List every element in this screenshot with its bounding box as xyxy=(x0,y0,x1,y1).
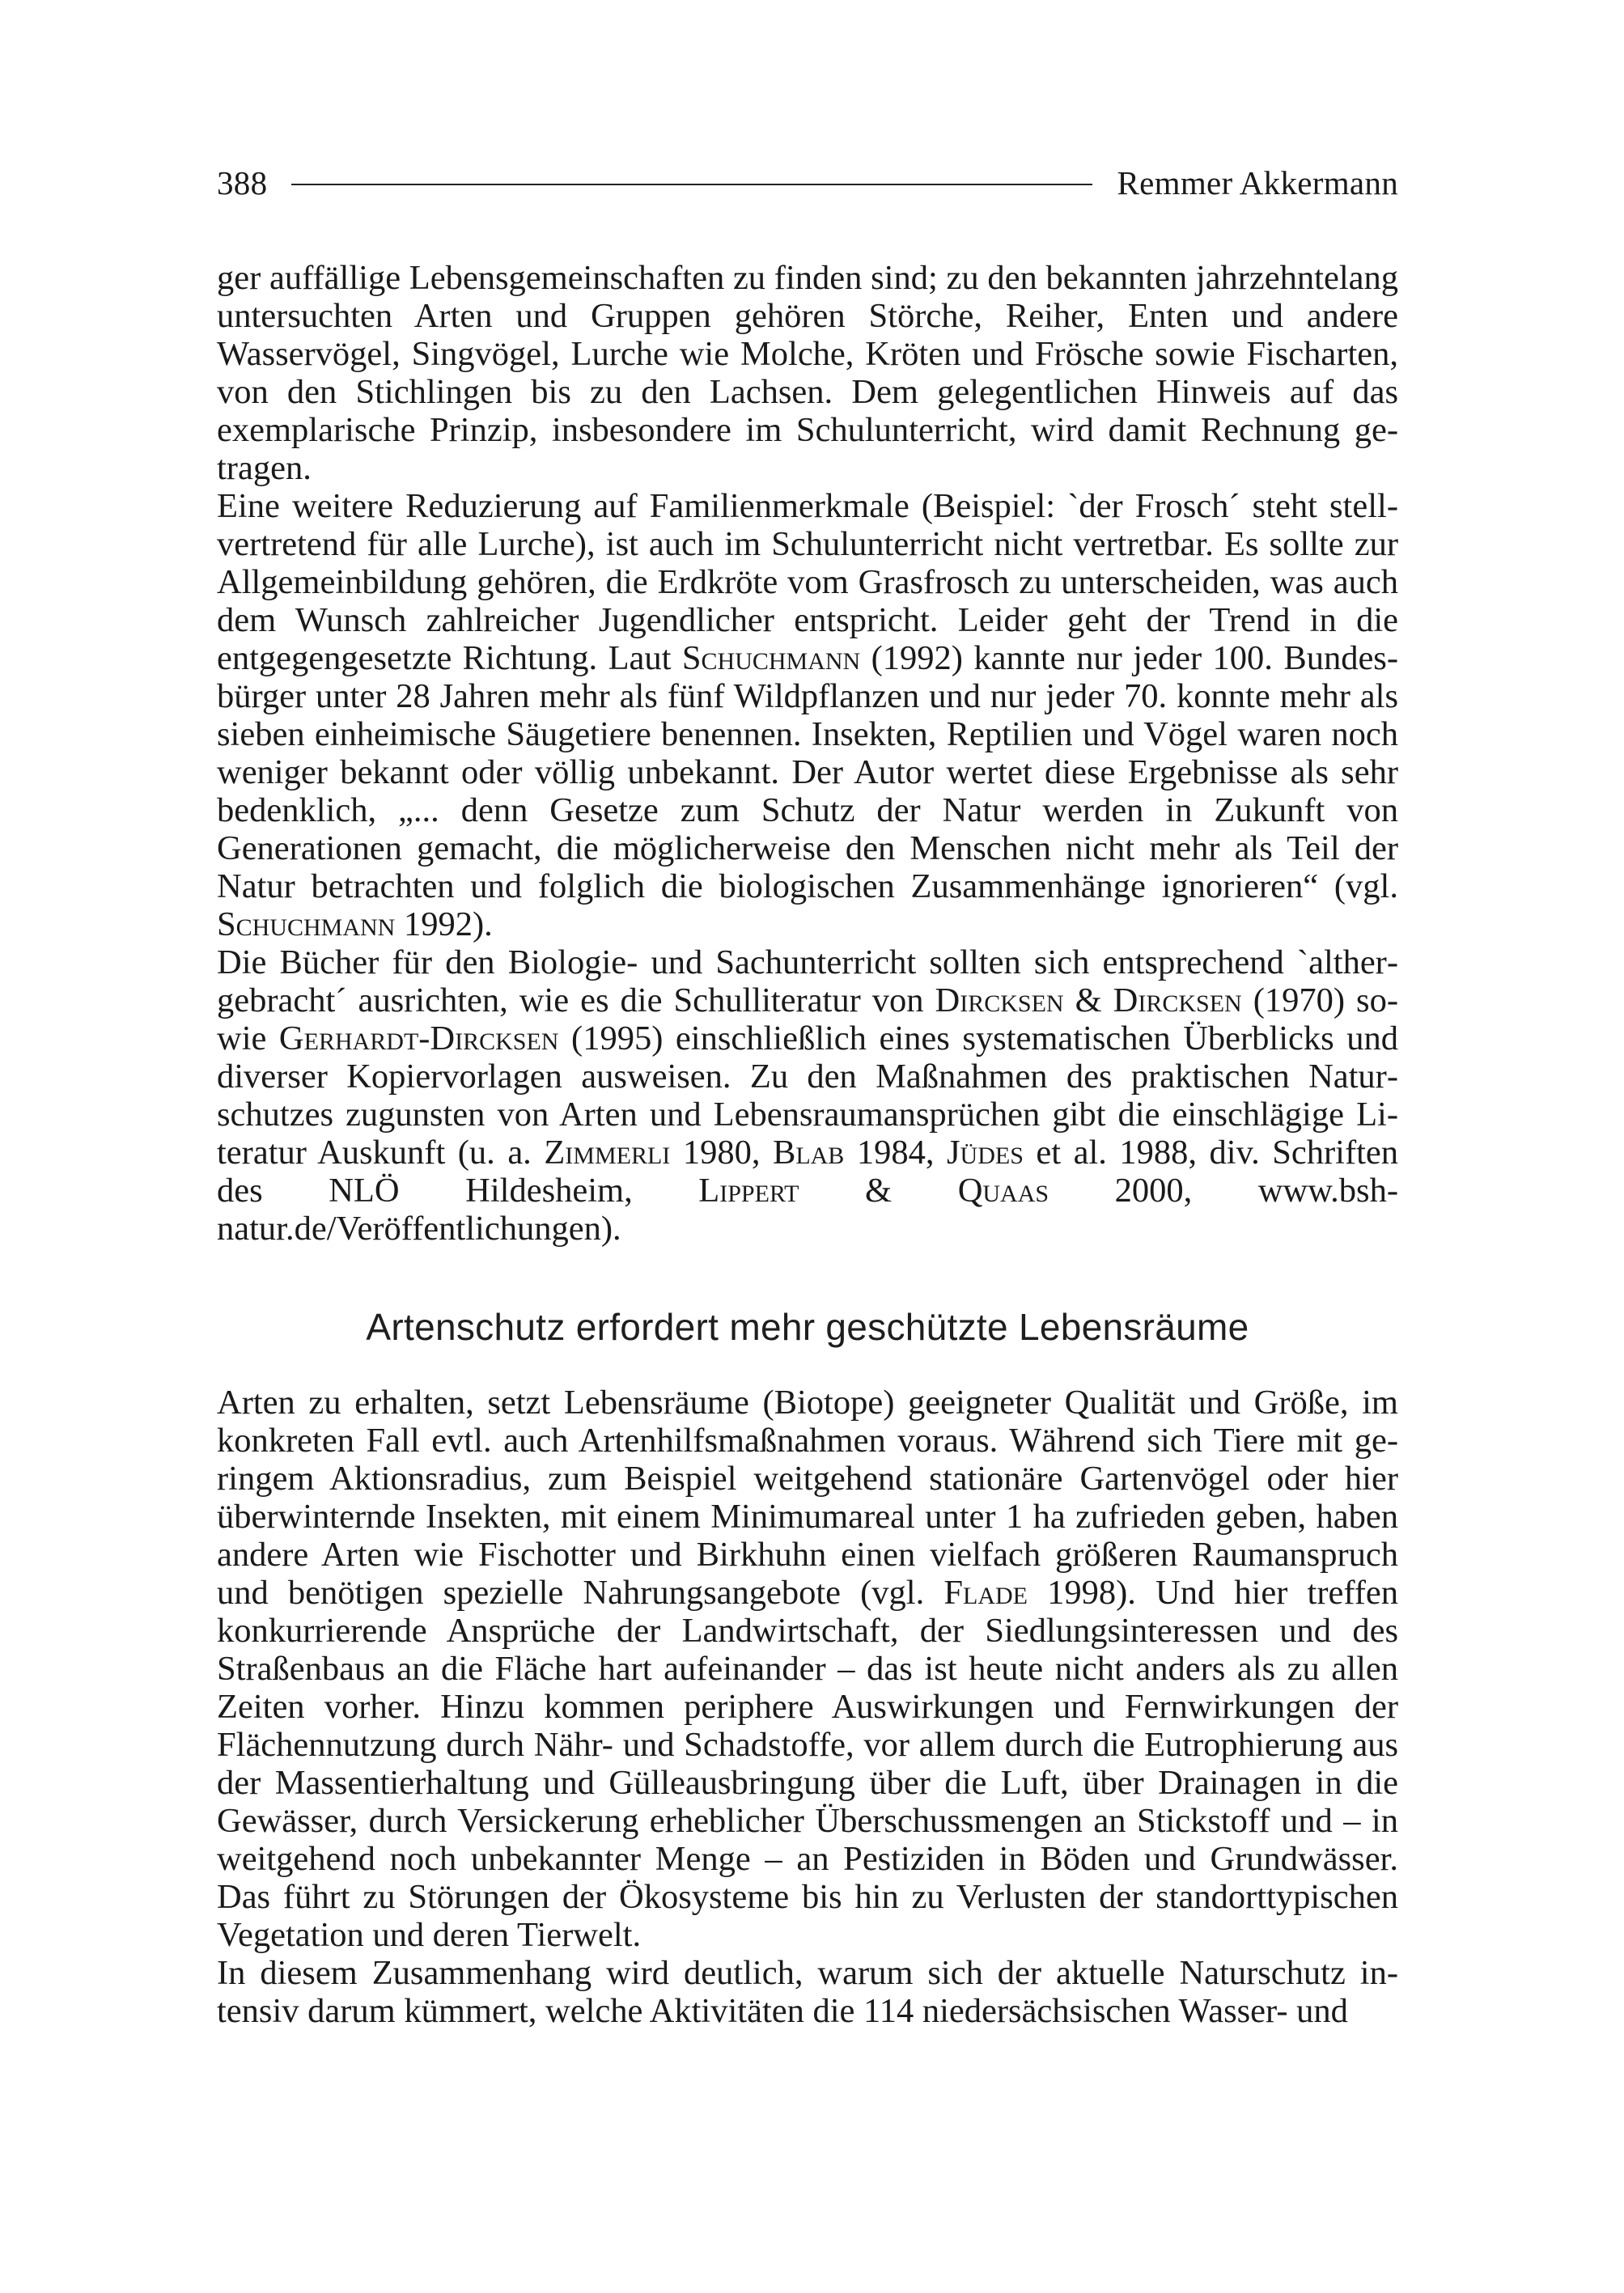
text-run: ger auffällige Lebensgemeinschaften zu finden sind; zu den bekannten jahrzehntelang untersuchten Arten und Gruppen gehören Störche, Reiher, Enten und andere Wasservögel, Singvögel, Lurche wie Molche, Kröten und Frösche sowie Fischarten, von den Stichlingen bis zu den Lachsen. Dem gelegentlichen Hinweis auf das exemplarische Prinzip, insbesondere im Schulunterricht, wird damit Rechnung getragen. xyxy=(217,259,1398,487)
text-run: 1984, xyxy=(844,1134,947,1172)
cited-author: Zimmerli xyxy=(544,1134,671,1172)
text-run: & xyxy=(799,1172,958,1210)
text-run: et al. 1988, div. Schriften des NLÖ Hildesheim, xyxy=(217,1134,1399,1210)
paragraph xyxy=(217,259,1398,487)
cited-author: Quaas xyxy=(957,1172,1049,1210)
text-run: 2000, www.bsh-natur.de/Veröffentlichungen). xyxy=(217,1172,1398,1248)
text-run: (1992) kannte nur jeder 100. Bundesbürger unter 28 Jahren mehr als fünf Wildpflanzen und nur jeder 70. konnte mehr als sieben einheimische Säugetiere benennen. Insekten, Reptilien und Vögel waren noch weniger bekannt oder völlig unbekannt. Der Autor wertet diese Ergebnisse als sehr bedenklich, „... denn Gesetze zum Schutz der Natur werden in Zukunft von Generationen gemacht, die möglicherweise den Menschen nicht mehr als Teil der Natur betrachten und folglich die biologischen Zusammenhänge ignorieren“ (vgl. xyxy=(217,639,1399,905)
cited-author: Schuchmann xyxy=(681,639,861,677)
paragraph xyxy=(217,943,1398,1248)
text-run: Arten zu erhalten, setzt Lebensräume (Biotope) geeigneter Qualität und Größe, im konkreten Fall evtl. auch Artenhilfsmaßnahmen voraus. Während sich Tiere mit geringem Aktionsradius, zum Beispiel weitgehend stationäre Gartenvögel oder hier überwinternde Insekten, mit einem Minimumareal unter 1 ha zufrieden geben, haben andere Arten wie Fischotter und Birkhuhn einen vielfach größeren Raumanspruch und benötigen spezielle Nahrungsangebote (vgl. xyxy=(217,1384,1398,1612)
page-number: 388 xyxy=(217,164,268,201)
cited-author: Flade xyxy=(943,1574,1028,1612)
section-heading: Artenschutz erfordert mehr geschützte Lebensräume xyxy=(366,1306,1249,1348)
text-run: In diesem Zusammenhang wird deutlich, warum sich der aktuelle Naturschutz intensiv darum kümmert, welche Aktivitäten die 114 niedersächsischen Wasser- und xyxy=(217,1954,1398,2030)
paragraph xyxy=(217,1954,1398,2030)
cited-author: Dircksen xyxy=(1113,981,1242,1019)
body-text-lower xyxy=(217,1384,1398,2030)
text-run: (1995) einschließlich eines systematischen Überblicks und diverser Kopiervorlagen ausweisen. Zu den Maßnahmen des praktischen Naturschutzes zugunsten von Arten und Lebensraumansprüchen gibt die einschlägige Literatur Auskunft (u. a. xyxy=(217,1019,1398,1172)
cited-author: Jüdes xyxy=(947,1134,1024,1172)
text-run: 1980, xyxy=(670,1134,773,1172)
cited-author: Dircksen xyxy=(935,981,1064,1019)
cited-author: Lippert xyxy=(698,1172,799,1210)
paragraph xyxy=(217,487,1398,943)
cited-author: Gerhardt-Dircksen xyxy=(278,1019,559,1057)
text-run: Die Bücher für den Biologie- und Sachunterricht sollten sich entsprechend `althergebracht´ ausrichten, wie es die Schulliteratur von xyxy=(217,943,1398,1019)
header-rule xyxy=(291,184,1092,185)
text-run: & xyxy=(1063,981,1113,1019)
text-run: 1992). xyxy=(395,905,493,943)
text-run: (1970) sowie xyxy=(217,981,1398,1057)
text-run: Eine weitere Reduzierung auf Familienmerkmale (Beispiel: `der Frosch´ steht stellvertretend für alle Lurche), ist auch im Schulunterricht nicht vertretbar. Es sollte zur Allgemeinbildung gehören, die Erdkröte vom Grasfrosch zu unterscheiden, was auch dem Wunsch zahlreicher Jugendlicher entspricht. Leider geht der Trend in die entgegengesetzte Richtung. Laut xyxy=(217,487,1398,677)
text-run: 1998). Und hier treffen konkurrierende Ansprüche der Landwirtschaft, der Siedlungsinteressen und des Straßenbaus an die Fläche hart aufeinander – das ist heute nicht anders als zu allen Zeiten vorher. Hinzu kommen periphere Auswirkungen und Fernwirkungen der Flächennutzung durch Nähr- und Schadstoffe, vor allem durch die Eutrophierung aus der Massentierhaltung und Gülleausbringung über die Luft, über Drainagen in die Gewässer, durch Versickerung erheblicher Überschussmengen an Stickstoff und – in weitgehend noch unbekannter Menge – an Pestiziden in Böden und Grundwässer. Das führt zu Störungen der Ökosysteme bis hin zu Verlusten der standorttypischen Vegetation und deren Tierwelt. xyxy=(217,1574,1398,1954)
body-text-upper xyxy=(217,259,1398,1248)
paragraph xyxy=(217,1384,1398,1954)
cited-author: Schuchmann xyxy=(217,905,396,943)
cited-author: Blab xyxy=(772,1134,845,1172)
running-header xyxy=(217,159,1398,207)
running-head-author: Remmer Akkermann xyxy=(1117,164,1398,201)
